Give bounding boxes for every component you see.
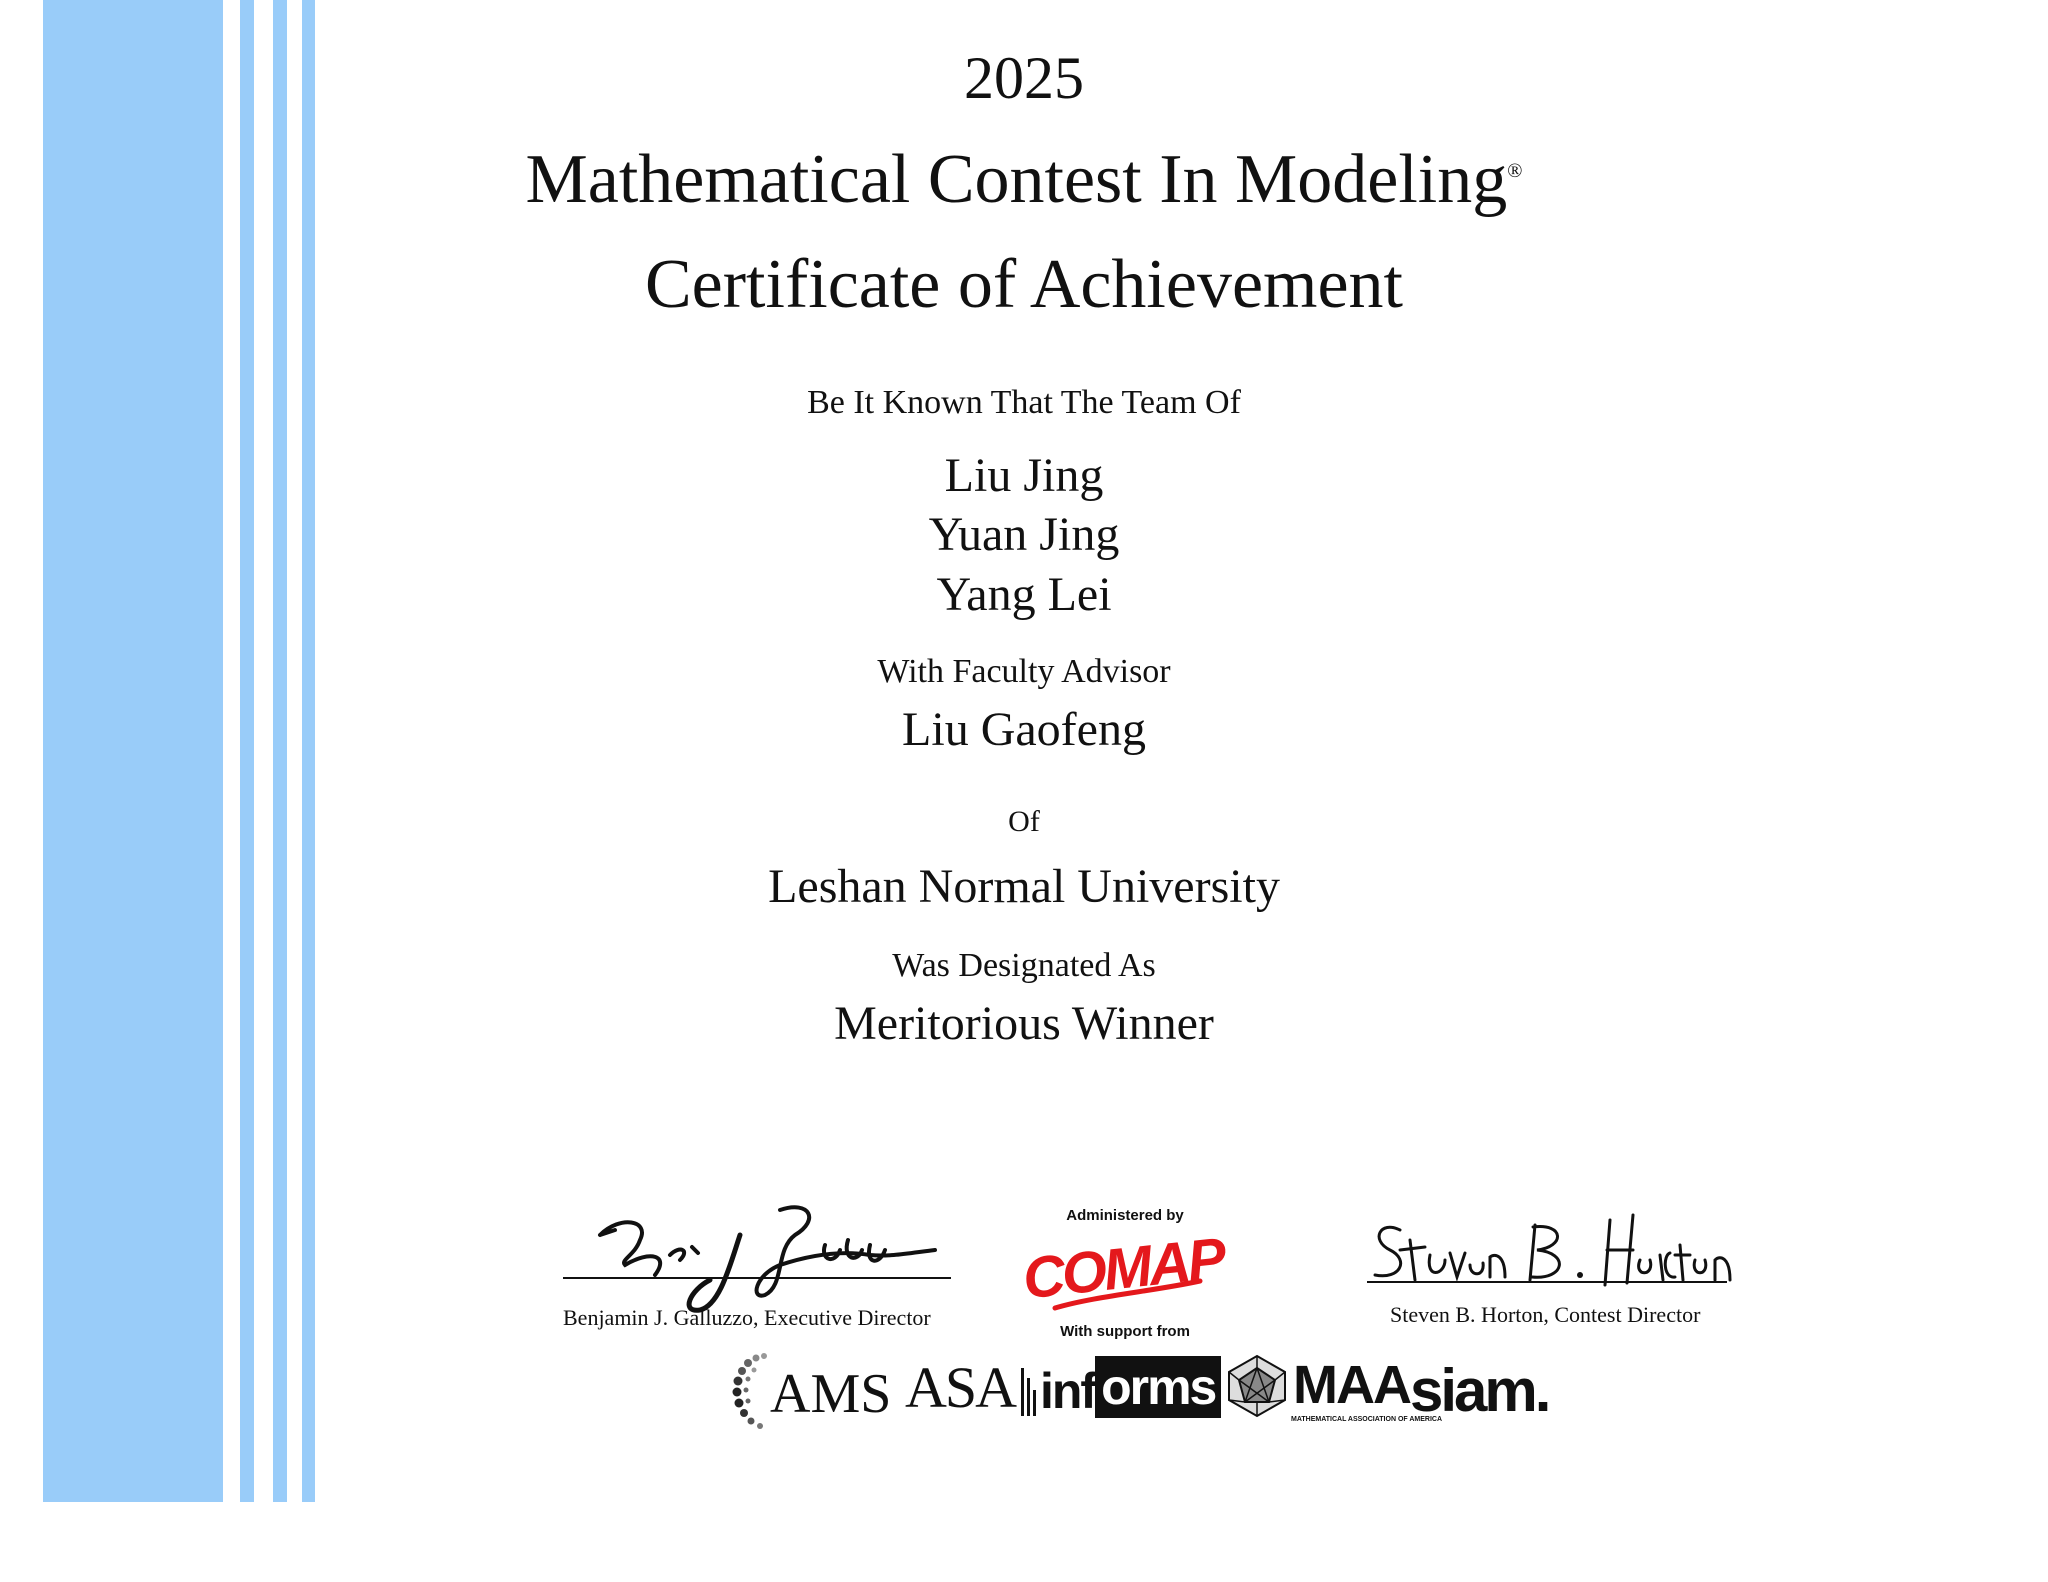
team-member: Liu Jing [944, 449, 1104, 502]
maa-logo [1225, 1354, 1443, 1423]
designation-label: Was Designated As [892, 947, 1156, 984]
siam-logo: siam. [1410, 1357, 1549, 1424]
certificate-year: 2025 [964, 45, 1084, 111]
support-label: With support from [1060, 1323, 1190, 1340]
ams-text: AMS [770, 1363, 892, 1425]
contest-director-signature [1365, 1205, 1735, 1290]
team-intro: Be It Known That The Team Of [807, 384, 1241, 421]
award-name: Meritorious Winner [834, 997, 1214, 1050]
executive-director-caption: Benjamin J. Galluzzo, Executive Director [563, 1305, 931, 1330]
informs-logo [1040, 1359, 1221, 1420]
comap-logo [1019, 1225, 1227, 1321]
contest-director-caption: Steven B. Horton, Contest Director [1390, 1302, 1701, 1327]
asa-logo [905, 1354, 1039, 1422]
advisor-label: With Faculty Advisor [877, 653, 1171, 690]
informs-text-b: orms [1095, 1356, 1221, 1418]
signature-line [563, 1277, 951, 1279]
ams-dots-icon [730, 1348, 770, 1433]
contest-name [0, 140, 2048, 220]
maa-subtitle: MATHEMATICAL ASSOCIATION OF AMERICA [1291, 1416, 1443, 1423]
asa-text: ASA [905, 1355, 1016, 1420]
maa-icosahedron-icon [1225, 1354, 1289, 1418]
asa-bars-icon [1019, 1362, 1039, 1422]
certificate-title: Certificate of Achievement [644, 246, 1403, 323]
registered-mark: ® [1507, 160, 1523, 182]
of-label: Of [1008, 805, 1040, 838]
institution-name: Leshan Normal University [768, 860, 1280, 913]
svg-text:COMAP: COMAP [1019, 1225, 1227, 1312]
maa-text: MAA [1293, 1355, 1410, 1415]
contest-name-text: Mathematical Contest In Modeling [525, 141, 1508, 218]
informs-text-a: inf [1040, 1363, 1096, 1419]
ams-logo [730, 1348, 892, 1438]
administered-by-label: Administered by [1066, 1207, 1184, 1224]
advisor-name: Liu Gaofeng [902, 703, 1146, 756]
team-member: Yang Lei [936, 568, 1112, 621]
signature-line [1367, 1281, 1727, 1283]
team-member: Yuan Jing [928, 508, 1120, 561]
